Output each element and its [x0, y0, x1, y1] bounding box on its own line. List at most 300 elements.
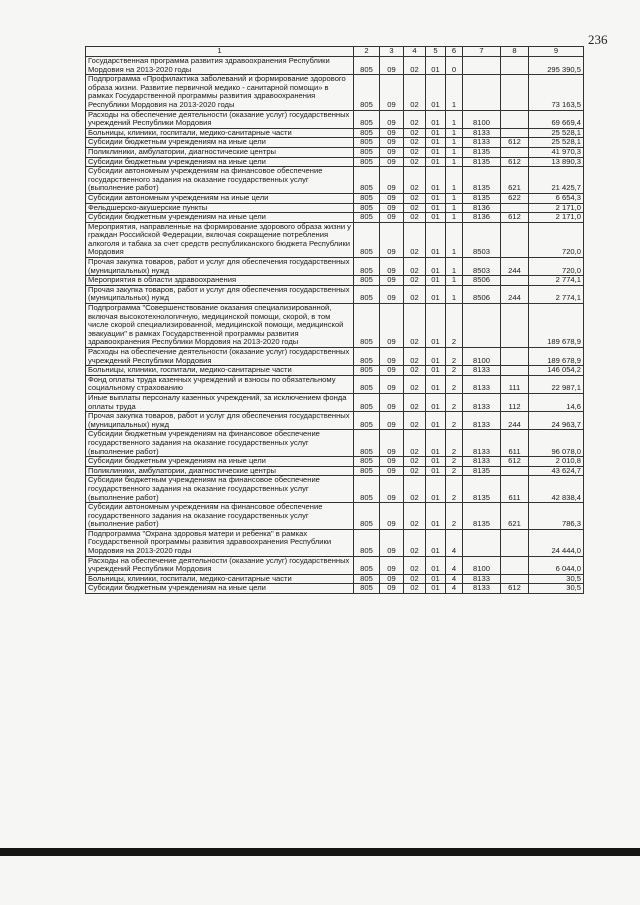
row-code-section: 09 — [380, 574, 404, 584]
row-code-program: 01 — [426, 203, 446, 213]
row-code-article: 8133 — [463, 457, 501, 467]
row-code-admin: 805 — [354, 476, 380, 503]
column-header: 9 — [529, 47, 584, 57]
row-code-admin: 805 — [354, 285, 380, 303]
row-name: Фонд оплаты труда казенных учреждений и взносы по обязательному социальному страхованию — [86, 375, 354, 393]
row-name: Субсидии бюджетным учреждениям на иные цели — [86, 157, 354, 167]
row-code-program: 01 — [426, 375, 446, 393]
row-name: Прочая закупка товаров, работ и услуг для обеспечения государственных (муниципальных) нужд — [86, 285, 354, 303]
row-code-subsection: 02 — [404, 574, 426, 584]
row-name: Мероприятия в области здравоохранения — [86, 276, 354, 286]
row-amount: 189 678,9 — [529, 348, 584, 366]
row-code-expense-type: 244 — [501, 412, 529, 430]
row-code-program: 01 — [426, 222, 446, 257]
row-code-expense-type: 244 — [501, 285, 529, 303]
row-code-program: 01 — [426, 556, 446, 574]
row-name: Фельдшерско-акушерские пункты — [86, 203, 354, 213]
row-code-admin: 805 — [354, 138, 380, 148]
table-row — [86, 157, 584, 167]
table-row — [86, 529, 584, 556]
row-code-subsection: 02 — [404, 203, 426, 213]
row-amount: 25 528,1 — [529, 128, 584, 138]
row-code-article — [463, 75, 501, 110]
row-code-admin: 805 — [354, 457, 380, 467]
row-code-article: 8135 — [463, 147, 501, 157]
table-row — [86, 167, 584, 194]
row-code-section: 09 — [380, 258, 404, 276]
row-amount: 30,5 — [529, 584, 584, 594]
row-amount: 786,3 — [529, 503, 584, 530]
row-code-admin: 805 — [354, 193, 380, 203]
row-code-section: 09 — [380, 75, 404, 110]
row-code-subsection: 02 — [404, 167, 426, 194]
row-code-admin: 805 — [354, 584, 380, 594]
row-name: Поликлиники, амбулатории, диагностические центры — [86, 147, 354, 157]
row-code-subprogram: 4 — [446, 529, 463, 556]
row-name: Субсидии автономным учреждениям на иные цели — [86, 193, 354, 203]
row-code-section: 09 — [380, 193, 404, 203]
row-code-section: 09 — [380, 584, 404, 594]
table-row — [86, 128, 584, 138]
row-code-subprogram: 1 — [446, 258, 463, 276]
row-code-article: 8503 — [463, 258, 501, 276]
row-amount: 295 390,5 — [529, 57, 584, 75]
row-code-program: 01 — [426, 584, 446, 594]
row-code-program: 01 — [426, 128, 446, 138]
row-amount: 22 987,1 — [529, 375, 584, 393]
row-code-section: 09 — [380, 157, 404, 167]
row-amount: 41 970,3 — [529, 147, 584, 157]
row-amount: 2 171,0 — [529, 213, 584, 223]
column-header: 2 — [354, 47, 380, 57]
row-code-article: 8136 — [463, 213, 501, 223]
row-code-expense-type: 612 — [501, 157, 529, 167]
row-code-expense-type: 621 — [501, 167, 529, 194]
row-code-section: 09 — [380, 348, 404, 366]
table-row — [86, 457, 584, 467]
row-code-subsection: 02 — [404, 222, 426, 257]
row-code-subprogram: 2 — [446, 476, 463, 503]
budget-table — [85, 46, 584, 594]
row-code-expense-type — [501, 276, 529, 286]
row-code-article: 8133 — [463, 584, 501, 594]
row-code-admin: 805 — [354, 529, 380, 556]
row-amount: 24 444,0 — [529, 529, 584, 556]
row-code-admin: 805 — [354, 556, 380, 574]
row-name: Больницы, клиники, госпитали, медико-санитарные части — [86, 574, 354, 584]
row-name: Прочая закупка товаров, работ и услуг для обеспечения государственных (муниципальных) нужд — [86, 258, 354, 276]
row-name: Субсидии бюджетным учреждениям на иные цели — [86, 584, 354, 594]
row-code-article: 8133 — [463, 393, 501, 411]
row-code-admin: 805 — [354, 574, 380, 584]
row-code-expense-type — [501, 466, 529, 476]
row-code-subprogram: 1 — [446, 285, 463, 303]
row-code-subprogram: 1 — [446, 193, 463, 203]
row-code-program: 01 — [426, 276, 446, 286]
row-code-subprogram: 1 — [446, 213, 463, 223]
table-body — [86, 57, 584, 594]
row-code-admin: 805 — [354, 348, 380, 366]
row-code-section: 09 — [380, 167, 404, 194]
row-code-subprogram: 1 — [446, 147, 463, 157]
row-code-expense-type — [501, 574, 529, 584]
row-code-subprogram: 2 — [446, 348, 463, 366]
row-code-admin: 805 — [354, 276, 380, 286]
row-code-subprogram: 1 — [446, 110, 463, 128]
page-number: 236 — [588, 32, 608, 47]
row-code-program: 01 — [426, 466, 446, 476]
table-row — [86, 276, 584, 286]
row-code-section: 09 — [380, 110, 404, 128]
column-header: 5 — [426, 47, 446, 57]
table-row — [86, 366, 584, 376]
row-name: Поликлиники, амбулатории, диагностические центры — [86, 466, 354, 476]
row-code-subprogram: 1 — [446, 128, 463, 138]
row-code-admin: 805 — [354, 375, 380, 393]
row-amount: 13 890,3 — [529, 157, 584, 167]
row-name: Субсидии бюджетным учреждениям на иные цели — [86, 138, 354, 148]
table-row — [86, 110, 584, 128]
row-code-article: 8135 — [463, 476, 501, 503]
row-code-admin: 805 — [354, 110, 380, 128]
table-row — [86, 556, 584, 574]
row-name: Государственная программа развития здравоохранения Республики Мордовия на 2013-2020 годы — [86, 57, 354, 75]
row-code-subprogram: 1 — [446, 138, 463, 148]
row-code-subsection: 02 — [404, 193, 426, 203]
column-header: 3 — [380, 47, 404, 57]
row-code-program: 01 — [426, 476, 446, 503]
row-code-program: 01 — [426, 157, 446, 167]
column-header: 4 — [404, 47, 426, 57]
row-code-subsection: 02 — [404, 147, 426, 157]
row-code-subsection: 02 — [404, 157, 426, 167]
row-code-expense-type — [501, 366, 529, 376]
row-code-article: 8135 — [463, 167, 501, 194]
row-code-program: 01 — [426, 503, 446, 530]
row-name: Субсидии автономным учреждениям на финансовое обеспечение государственного задания на оказание государственных услуг (выполнение работ) — [86, 167, 354, 194]
row-code-subprogram: 2 — [446, 457, 463, 467]
column-header: 7 — [463, 47, 501, 57]
row-code-program: 01 — [426, 348, 446, 366]
table-row — [86, 584, 584, 594]
row-code-subsection: 02 — [404, 393, 426, 411]
row-code-section: 09 — [380, 128, 404, 138]
row-amount: 2 010,8 — [529, 457, 584, 467]
row-code-subprogram: 2 — [446, 393, 463, 411]
row-code-subprogram: 4 — [446, 556, 463, 574]
row-code-subsection: 02 — [404, 457, 426, 467]
row-code-admin: 805 — [354, 157, 380, 167]
row-code-subsection: 02 — [404, 503, 426, 530]
row-amount: 21 425,7 — [529, 167, 584, 194]
table-row — [86, 147, 584, 157]
row-code-subsection: 02 — [404, 304, 426, 348]
row-code-section: 09 — [380, 276, 404, 286]
row-code-article: 8133 — [463, 366, 501, 376]
row-amount: 73 163,5 — [529, 75, 584, 110]
row-code-section: 09 — [380, 529, 404, 556]
row-code-section: 09 — [380, 213, 404, 223]
row-name: Расходы на обеспечение деятельности (оказание услуг) государственных учреждений Республики Мордовия — [86, 348, 354, 366]
row-amount: 42 838,4 — [529, 476, 584, 503]
row-code-section: 09 — [380, 466, 404, 476]
row-name: Иные выплаты персоналу казенных учреждений, за исключением фонда оплаты труда — [86, 393, 354, 411]
row-code-subsection: 02 — [404, 476, 426, 503]
row-code-expense-type — [501, 147, 529, 157]
row-code-subprogram: 2 — [446, 466, 463, 476]
row-code-expense-type: 621 — [501, 503, 529, 530]
table-row — [86, 430, 584, 457]
row-code-admin: 805 — [354, 366, 380, 376]
row-name: Субсидии бюджетным учреждениям на финансовое обеспечение государственного задания на оказание государственных услуг (выполнение работ) — [86, 430, 354, 457]
row-code-article: 8135 — [463, 503, 501, 530]
row-code-article: 8133 — [463, 128, 501, 138]
row-code-expense-type — [501, 57, 529, 75]
row-code-expense-type: 612 — [501, 584, 529, 594]
row-code-program: 01 — [426, 167, 446, 194]
row-code-program: 01 — [426, 304, 446, 348]
row-code-expense-type — [501, 75, 529, 110]
row-code-expense-type — [501, 222, 529, 257]
table-row — [86, 393, 584, 411]
row-code-program: 01 — [426, 285, 446, 303]
row-amount: 14,6 — [529, 393, 584, 411]
table-header-row — [86, 47, 584, 57]
row-amount: 720,0 — [529, 258, 584, 276]
row-name: Расходы на обеспечение деятельности (оказание услуг) государственных учреждений Республики Мордовия — [86, 556, 354, 574]
row-code-section: 09 — [380, 147, 404, 157]
row-code-expense-type: 111 — [501, 375, 529, 393]
row-code-program: 01 — [426, 110, 446, 128]
row-code-admin: 805 — [354, 147, 380, 157]
row-code-subsection: 02 — [404, 366, 426, 376]
row-code-admin: 805 — [354, 412, 380, 430]
row-code-subprogram: 1 — [446, 276, 463, 286]
row-code-article: 8506 — [463, 276, 501, 286]
page-bottom-bar — [0, 848, 640, 856]
row-name: Прочая закупка товаров, работ и услуг для обеспечения государственных (муниципальных) нужд — [86, 412, 354, 430]
row-code-article: 8100 — [463, 556, 501, 574]
table-row — [86, 476, 584, 503]
row-code-section: 09 — [380, 503, 404, 530]
row-code-subsection: 02 — [404, 276, 426, 286]
row-code-expense-type — [501, 128, 529, 138]
row-code-subprogram: 4 — [446, 574, 463, 584]
row-code-subsection: 02 — [404, 529, 426, 556]
table-row — [86, 285, 584, 303]
row-name: Расходы на обеспечение деятельности (оказание услуг) государственных учреждений Республики Мордовия — [86, 110, 354, 128]
row-code-admin: 805 — [354, 57, 380, 75]
row-code-article: 8135 — [463, 466, 501, 476]
row-code-subprogram: 1 — [446, 75, 463, 110]
row-code-section: 09 — [380, 430, 404, 457]
row-code-subprogram: 1 — [446, 157, 463, 167]
row-code-subprogram: 0 — [446, 57, 463, 75]
row-code-subsection: 02 — [404, 75, 426, 110]
row-name: Субсидии бюджетным учреждениям на иные цели — [86, 213, 354, 223]
row-code-program: 01 — [426, 457, 446, 467]
table-row — [86, 412, 584, 430]
row-amount: 30,5 — [529, 574, 584, 584]
row-code-section: 09 — [380, 457, 404, 467]
row-code-subprogram: 2 — [446, 366, 463, 376]
row-code-subsection: 02 — [404, 556, 426, 574]
row-code-program: 01 — [426, 138, 446, 148]
row-code-article — [463, 529, 501, 556]
row-code-article: 8133 — [463, 574, 501, 584]
row-name: Субсидии бюджетным учреждениям на иные цели — [86, 457, 354, 467]
row-code-subsection: 02 — [404, 138, 426, 148]
row-code-program: 01 — [426, 574, 446, 584]
table-row — [86, 574, 584, 584]
row-amount: 6 044,0 — [529, 556, 584, 574]
table-row — [86, 57, 584, 75]
row-code-program: 01 — [426, 430, 446, 457]
row-code-section: 09 — [380, 203, 404, 213]
row-code-expense-type: 612 — [501, 457, 529, 467]
row-code-subprogram: 2 — [446, 375, 463, 393]
table-row — [86, 203, 584, 213]
row-code-section: 09 — [380, 304, 404, 348]
row-name: Подпрограмма «Профилактика заболеваний и формирование здорового образа жизни. Развитие первичной медико - санитарной помощи» в рамках Государственной программы развития здравоохранения Республики Мордовия на 2013-2020 годы — [86, 75, 354, 110]
row-code-subsection: 02 — [404, 258, 426, 276]
row-code-article: 8133 — [463, 138, 501, 148]
row-code-program: 01 — [426, 412, 446, 430]
row-code-article: 8506 — [463, 285, 501, 303]
row-code-article: 8135 — [463, 193, 501, 203]
row-code-subsection: 02 — [404, 466, 426, 476]
column-header: 6 — [446, 47, 463, 57]
row-code-section: 09 — [380, 556, 404, 574]
row-code-admin: 805 — [354, 393, 380, 411]
row-name: Субсидии автономным учреждениям на финансовое обеспечение государственного задания на оказание государственных услуг (выполнение работ) — [86, 503, 354, 530]
row-code-admin: 805 — [354, 258, 380, 276]
table-row — [86, 193, 584, 203]
row-code-expense-type — [501, 529, 529, 556]
row-name: Мероприятия, направленные на формирование здорового образа жизни у граждан Российской Федерации, включая сокращение потребления алкоголя и табака за счет средств республиканского бюджета Республики Мордовия — [86, 222, 354, 257]
row-code-article — [463, 57, 501, 75]
table-row — [86, 503, 584, 530]
row-code-program: 01 — [426, 193, 446, 203]
row-code-admin: 805 — [354, 167, 380, 194]
row-code-article: 8100 — [463, 348, 501, 366]
row-name: Подпрограмма "Совершенствование оказания специализированной, включая высокотехнологичную, медицинской помощи, скорой, в том числе скорой специализированной, медицинской помощи, медицинской эвакуации" в рамках Государственной программы развития здравоохранения Республики Мордовия на 2013-2020 годы — [86, 304, 354, 348]
row-name: Больницы, клиники, госпитали, медико-санитарные части — [86, 366, 354, 376]
row-code-admin: 805 — [354, 128, 380, 138]
row-code-subprogram: 1 — [446, 222, 463, 257]
row-amount: 189 678,9 — [529, 304, 584, 348]
row-code-article: 8136 — [463, 203, 501, 213]
row-code-subprogram: 2 — [446, 503, 463, 530]
row-code-article: 8133 — [463, 375, 501, 393]
row-code-admin: 805 — [354, 222, 380, 257]
table-row — [86, 304, 584, 348]
row-amount: 2 774,1 — [529, 285, 584, 303]
row-code-subsection: 02 — [404, 213, 426, 223]
row-code-program: 01 — [426, 57, 446, 75]
row-code-section: 09 — [380, 138, 404, 148]
row-code-subprogram: 2 — [446, 412, 463, 430]
row-code-subprogram: 2 — [446, 304, 463, 348]
row-code-expense-type: 622 — [501, 193, 529, 203]
row-code-section: 09 — [380, 375, 404, 393]
row-code-subsection: 02 — [404, 412, 426, 430]
row-code-section: 09 — [380, 222, 404, 257]
table-row — [86, 375, 584, 393]
row-code-section: 09 — [380, 476, 404, 503]
row-code-expense-type: 612 — [501, 213, 529, 223]
row-code-section: 09 — [380, 393, 404, 411]
row-code-program: 01 — [426, 366, 446, 376]
row-code-subsection: 02 — [404, 110, 426, 128]
row-code-section: 09 — [380, 285, 404, 303]
row-code-article — [463, 304, 501, 348]
row-code-expense-type: 611 — [501, 430, 529, 457]
row-code-program: 01 — [426, 258, 446, 276]
row-amount: 2 171,0 — [529, 203, 584, 213]
row-code-subprogram: 4 — [446, 584, 463, 594]
row-code-program: 01 — [426, 529, 446, 556]
row-amount: 6 654,3 — [529, 193, 584, 203]
row-code-program: 01 — [426, 75, 446, 110]
column-header: 8 — [501, 47, 529, 57]
row-code-expense-type — [501, 304, 529, 348]
row-code-subsection: 02 — [404, 128, 426, 138]
row-amount: 43 624,7 — [529, 466, 584, 476]
row-name: Подпрограмма "Охрана здоровья матери и ребенка" в рамках Государственной программы развития здравоохранения Республики Мордовия на 2013-2020 годы — [86, 529, 354, 556]
row-code-admin: 805 — [354, 466, 380, 476]
row-code-subsection: 02 — [404, 375, 426, 393]
row-amount: 25 528,1 — [529, 138, 584, 148]
row-code-admin: 805 — [354, 203, 380, 213]
row-code-subprogram: 2 — [446, 430, 463, 457]
row-code-subsection: 02 — [404, 430, 426, 457]
row-code-subsection: 02 — [404, 584, 426, 594]
row-amount: 69 669,4 — [529, 110, 584, 128]
row-code-expense-type: 244 — [501, 258, 529, 276]
table-row — [86, 138, 584, 148]
row-code-expense-type: 612 — [501, 138, 529, 148]
table-row — [86, 466, 584, 476]
row-code-expense-type — [501, 348, 529, 366]
row-amount: 24 963,7 — [529, 412, 584, 430]
table-row — [86, 222, 584, 257]
row-code-article: 8100 — [463, 110, 501, 128]
row-name: Субсидии бюджетным учреждениям на финансовое обеспечение государственного задания на оказание государственных услуг (выполнение работ) — [86, 476, 354, 503]
row-code-expense-type: 112 — [501, 393, 529, 411]
row-code-section: 09 — [380, 366, 404, 376]
row-amount: 96 078,0 — [529, 430, 584, 457]
row-amount: 720,0 — [529, 222, 584, 257]
table-row — [86, 75, 584, 110]
row-code-article: 8133 — [463, 430, 501, 457]
row-code-program: 01 — [426, 213, 446, 223]
row-amount: 146 054,2 — [529, 366, 584, 376]
table-row — [86, 213, 584, 223]
row-code-admin: 805 — [354, 503, 380, 530]
row-code-subsection: 02 — [404, 348, 426, 366]
row-code-subprogram: 1 — [446, 167, 463, 194]
column-header: 1 — [86, 47, 354, 57]
row-amount: 2 774,1 — [529, 276, 584, 286]
row-code-article: 8133 — [463, 412, 501, 430]
row-code-expense-type — [501, 556, 529, 574]
table-row — [86, 258, 584, 276]
table-row — [86, 348, 584, 366]
row-code-article: 8503 — [463, 222, 501, 257]
row-code-expense-type: 611 — [501, 476, 529, 503]
row-code-subprogram: 1 — [446, 203, 463, 213]
